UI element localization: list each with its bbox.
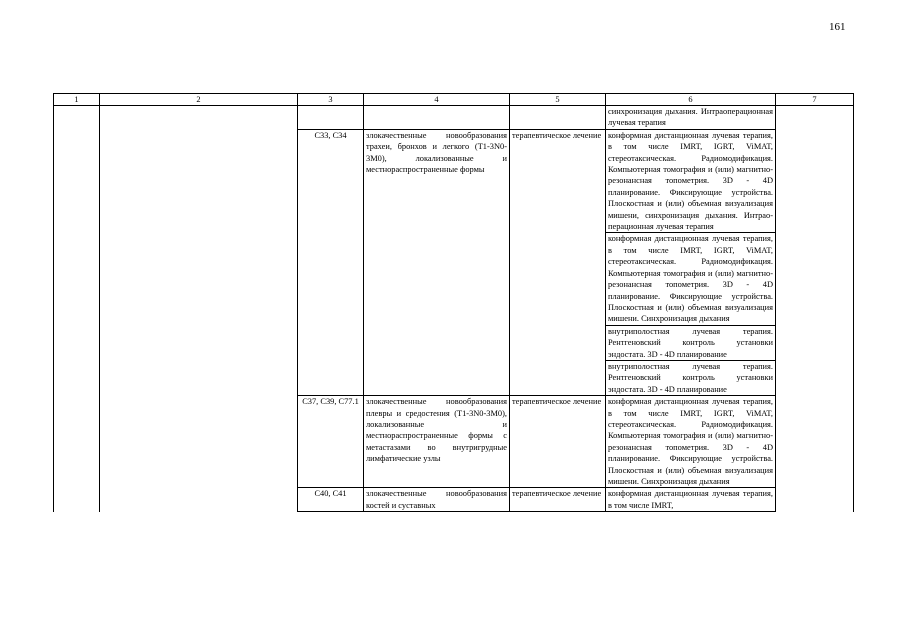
diagnosis-cell: злокачественные новообразования трахеи, бронхов и легкого (T1-3N0-3M0), локализованные и местнораспространенные формы xyxy=(364,129,510,395)
icd-codes-cell: C40, C41 xyxy=(298,488,364,512)
treatment-type-cell: терапевтическое лечение xyxy=(510,488,606,512)
method-cell: внутриполостная лучевая терапия. Рентгеновский контроль установки эндостата. 3D - 4D планирование xyxy=(606,325,776,360)
icd-codes-cell: C37, C39, C77.1 xyxy=(298,396,364,488)
diagnosis-cell: злокачественные новообразования плевры и средостения (T1-3N0-3M0), локализованные и местнораспространенные формы с метастазами во внутригрудные лимфатические узлы xyxy=(364,396,510,488)
column-number-row xyxy=(54,94,854,106)
column-number: 3 xyxy=(298,94,364,106)
medical-care-table xyxy=(53,93,854,512)
group-number-cell xyxy=(54,106,100,512)
column-number: 5 xyxy=(510,94,606,106)
method-cell: конформная дистанционная лучевая терапия, в том числе IMRT, IGRT, ViMAT, стереотаксическая. Радиомодификация. Компьютерная томография и (или) магнитно-резонансная топометрия. 3D - 4D планирование. Фиксирующие устройства. Плоскостная и (или) объемная визуализация мишени. Синхронизация дыхания xyxy=(606,396,776,488)
cost-cell xyxy=(776,106,854,512)
method-cell: конформная дистанционная лучевая терапия, в том числе IMRT, IGRT, ViMAT, стереотаксическая. Радиомодификация. Компьютерная томография и (или) магнитно-резонансная топометрия. 3D - 4D планирование. Фиксирующие устройства. Плоскостная и (или) объемная визуализация мишени, синхронизация дыхания. Интраоперационная лучевая терапия xyxy=(606,129,776,233)
page-number: 161 xyxy=(829,21,846,33)
group-name-cell xyxy=(100,106,298,512)
column-number: 1 xyxy=(54,94,100,106)
diagnosis-cell xyxy=(364,106,510,130)
column-number: 2 xyxy=(100,94,298,106)
treatment-type-cell: терапевтическое лечение xyxy=(510,396,606,488)
method-cell: синхронизация дыхания. Интраоперационная лучевая терапия xyxy=(606,106,776,130)
method-cell: конформная дистанционная лучевая терапия, в том числе IMRT, xyxy=(606,488,776,512)
table-row xyxy=(54,106,854,130)
icd-codes-cell xyxy=(298,106,364,130)
column-number: 7 xyxy=(776,94,854,106)
icd-codes-cell: C33, C34 xyxy=(298,129,364,395)
method-cell: внутриполостная лучевая терапия. Рентгеновский контроль установки эндостата. 3D - 4D планирование xyxy=(606,360,776,395)
column-number: 4 xyxy=(364,94,510,106)
column-number: 6 xyxy=(606,94,776,106)
treatment-type-cell: терапевтическое лечение xyxy=(510,129,606,395)
method-cell: конформная дистанционная лучевая терапия, в том числе IMRT, IGRT, ViMAT, стереотаксическая. Радиомодификация. Компьютерная томография и (или) магнитно-резонансная топометрия. 3D - 4D планирование. Фиксирующие устройства. Плоскостная и (или) объемная визуализация мишени. Синхронизация дыхания xyxy=(606,233,776,325)
treatment-type-cell xyxy=(510,106,606,130)
diagnosis-cell: злокачественные новообразования костей и суставных xyxy=(364,488,510,512)
